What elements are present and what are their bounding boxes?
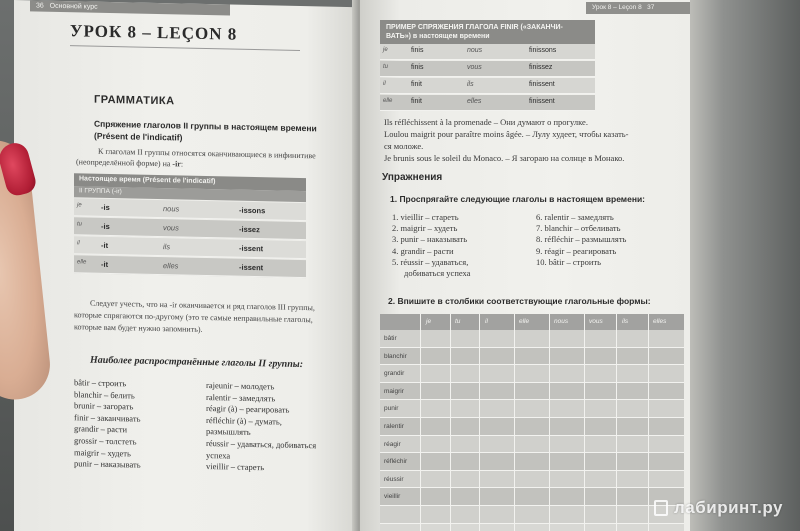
example-cell-pronoun-plural: elles — [467, 98, 482, 105]
table-cell-pronoun: tu — [77, 221, 83, 228]
intro-text-line2-pre: (неопределённой форме) на — [76, 157, 173, 169]
grid-column-divider — [648, 314, 649, 531]
example-cell-form-plural: finissons — [529, 47, 557, 54]
book-page-edges — [690, 0, 800, 531]
exercise-item: 5. réussir – удаваться, — [392, 256, 469, 267]
example-cell-pronoun-plural: ils — [467, 81, 474, 88]
example-table-title-line1: ПРИМЕР СПРЯЖЕНИЯ ГЛАГОЛА FINIR («ЗАКАНЧИ- — [386, 24, 563, 31]
grid-header-nous: nous — [554, 318, 569, 325]
conjugation-table-title: Настоящее время (Présent de l'indicatif) — [74, 173, 306, 191]
grid-header-vous: vous — [589, 318, 603, 325]
verb-item: maigrir – худеть — [74, 446, 131, 459]
example-sentence: ся моложе. — [384, 141, 424, 151]
verbs-column-1 — [74, 377, 194, 472]
lesson-title: УРОК 8 – LEÇON 8 — [70, 21, 238, 44]
verb-item: bâtir – строить — [74, 377, 127, 389]
example-cell-form: finis — [411, 47, 424, 54]
grid-column-divider — [479, 314, 480, 531]
example-table-title — [380, 20, 595, 44]
example-sentences — [384, 116, 689, 164]
exercises-heading: Упражнения — [382, 172, 443, 183]
intro-ending: -ir — [172, 159, 181, 169]
example-cell-form: finit — [411, 98, 422, 105]
left-page-number: 36 — [36, 2, 44, 10]
grid-column-divider — [450, 314, 451, 531]
verb-item: punir – наказывать — [74, 458, 141, 470]
grid-row — [380, 506, 684, 524]
example-cell-form-plural: finissez — [529, 64, 553, 71]
grid-row — [380, 488, 684, 506]
verb-item: réagir (à) – реагировать — [206, 403, 290, 415]
example-cell-form-plural: finissent — [529, 98, 555, 105]
verb-item: ralentir – замедлять — [206, 391, 276, 404]
grid-column-divider — [514, 314, 515, 531]
example-table-title-line2: ВАТЬ») в настоящем времени — [386, 33, 490, 40]
grid-row-label: grandir — [384, 370, 405, 378]
example-cell-form-plural: finissent — [529, 81, 555, 88]
conjugation-table-group: II ГРУППА (-ir) — [74, 186, 306, 202]
grid-row-label: ralentir — [384, 423, 404, 430]
grid-row-label: réagir — [384, 440, 401, 448]
grid-row — [380, 418, 684, 436]
example-sentence: Loulou maigrit pour paraître moins âgée. – Лулу худеет, чтобы казать- — [384, 129, 629, 139]
table-cell-pronoun-plural: elles — [163, 261, 179, 271]
grid-row — [380, 365, 684, 383]
example-row — [380, 95, 595, 111]
grid-row-label: réussir — [384, 475, 404, 483]
grid-row — [380, 471, 684, 489]
exercise-item: 8. réfléchir – размышлять — [536, 234, 627, 245]
exercise-2-title: 2. Впишите в столбики соответствующие глагольные формы: — [388, 296, 651, 306]
exercise-item: 4. grandir – расти — [392, 245, 454, 256]
common-verbs-heading: Наиболее распространённые глаголы II группы: — [90, 354, 304, 371]
exercise-item: добиваться успеха — [404, 268, 471, 279]
verbs-column-2 — [206, 380, 356, 476]
title-divider — [70, 45, 300, 51]
grid-row-label: punir — [384, 405, 399, 413]
example-cell-pronoun: tu — [383, 64, 389, 70]
table-cell-ending-plural: -issons — [239, 205, 266, 216]
table-cell-ending: -it — [101, 259, 109, 269]
table-cell-ending: -it — [101, 240, 109, 250]
exercise-item: 10. bâtir – строить — [536, 256, 602, 267]
verb-item: rajeunir – молодеть — [206, 380, 275, 392]
grid-row — [380, 400, 684, 418]
table-cell-ending-plural: -issent — [239, 243, 264, 254]
right-page-number: 37 — [647, 4, 655, 11]
example-cell-pronoun: je — [383, 47, 388, 53]
exercise-1-title: 1. Проспрягайте следующие глаголы в настоящем времени: — [390, 194, 646, 204]
left-page — [14, 0, 358, 531]
grid-row-label: bâtir — [384, 335, 397, 342]
grid-header-elles: elles — [653, 318, 667, 325]
table-cell-pronoun: je — [77, 202, 82, 209]
example-row — [380, 44, 595, 60]
left-running-head-text: Основной курс — [49, 2, 98, 11]
example-row — [380, 61, 595, 77]
verb-item: brunir – загорать — [74, 400, 134, 412]
intro-text-line1: К глаголам II группы относятся оканчивающиеся в инфинитиве — [98, 146, 316, 161]
example-cell-pronoun-plural: vous — [467, 64, 482, 71]
table-cell-ending-plural: -issez — [239, 224, 260, 235]
table-cell-ending-plural: -issent — [239, 262, 264, 273]
grid-header-il: il — [485, 318, 488, 325]
grid-header-je: je — [426, 318, 432, 325]
verb-item: finir – заканчивать — [74, 412, 141, 424]
example-cell-pronoun: elle — [383, 98, 393, 104]
grid-row-label: réfléchir — [384, 458, 408, 466]
example-cell-pronoun: il — [383, 81, 386, 87]
verb-item: réussir – удаваться, добиваться — [206, 437, 317, 451]
table-row — [74, 255, 306, 278]
watermark: лабиринт.ру — [674, 498, 783, 517]
grid-row-label: vieillir — [384, 493, 401, 501]
exercise-item: 6. ralentir – замедлять — [536, 212, 614, 222]
exercise-item: 7. blanchir – отбеливать — [536, 223, 621, 234]
example-row — [380, 78, 595, 94]
example-cell-form: finis — [411, 64, 424, 71]
exercise-item: 9. réagir – реагировать — [536, 245, 617, 256]
table-cell-pronoun-plural: nous — [163, 204, 180, 214]
right-running-head-text: Урок 8 – Leçon 8 — [592, 4, 642, 11]
grammar-subheading: Спряжение глаголов II группы в настоящем времени (Présent de l'indicatif) — [94, 118, 317, 143]
grid-header-elle: elle — [519, 318, 530, 325]
example-sentence: Je brunis sous le soleil du Monaco. – Я загораю на солнце в Монако. — [384, 153, 625, 163]
exercise-item: 1. vieillir – стареть — [392, 212, 459, 222]
grid-row — [380, 330, 684, 348]
grammar-heading: ГРАММАТИКА — [94, 93, 175, 108]
grid-header-ils: ils — [622, 318, 629, 325]
labirint-logo-icon — [654, 500, 668, 516]
verb-item: размышлять — [206, 426, 251, 438]
grid-column-divider — [584, 314, 585, 531]
table-cell-pronoun: il — [77, 240, 80, 247]
right-running-head — [586, 2, 690, 14]
exercise-1-column-2 — [536, 212, 686, 268]
verb-item: успеха — [206, 449, 231, 461]
table-cell-ending: -is — [101, 221, 110, 232]
grid-row-label: maigrir — [384, 387, 404, 395]
example-cell-pronoun-plural: nous — [467, 47, 483, 54]
table-cell-pronoun-plural: ils — [163, 242, 171, 252]
verb-item: vieillir – стареть — [206, 461, 265, 473]
grid-row — [380, 453, 684, 471]
grid-row — [380, 383, 684, 401]
grid-column-divider — [420, 314, 421, 531]
exercise-1-column-1 — [392, 212, 532, 279]
table-cell-pronoun: elle — [77, 259, 87, 266]
verb-item: blanchir – белить — [74, 388, 135, 401]
exercise-item: 3. punir – наказывать — [392, 234, 468, 245]
grid-header-tu: tu — [455, 318, 461, 325]
verb-item: grandir – расти — [74, 423, 128, 435]
note-line2: которые спрягаются по-другому (это те самые неправильные глаголы, — [74, 310, 313, 325]
grid-row — [380, 348, 684, 366]
example-cell-form: finit — [411, 81, 422, 88]
intro-text-line2-post: : — [180, 159, 184, 169]
table-cell-ending: -is — [101, 202, 110, 213]
grid-column-divider — [549, 314, 550, 531]
exercise-item: 2. maigrir – худеть — [392, 223, 458, 234]
note-line1: Следует учесть, что на -ir оканчивается и ряд глаголов III группы, — [90, 298, 315, 313]
table-cell-pronoun-plural: vous — [163, 223, 179, 233]
verb-item: réfléchir (à) – думать, — [206, 414, 282, 427]
grid-column-divider — [616, 314, 617, 531]
note-line3: которые вам будет нужно запомнить). — [74, 322, 203, 334]
example-sentence: Ils réfléchissent à la promenade – Они думают о прогулке. — [384, 117, 588, 127]
grid-row — [380, 436, 684, 454]
verb-item: grossir – толстеть — [74, 435, 137, 447]
grid-row-label: blanchir — [384, 352, 407, 360]
